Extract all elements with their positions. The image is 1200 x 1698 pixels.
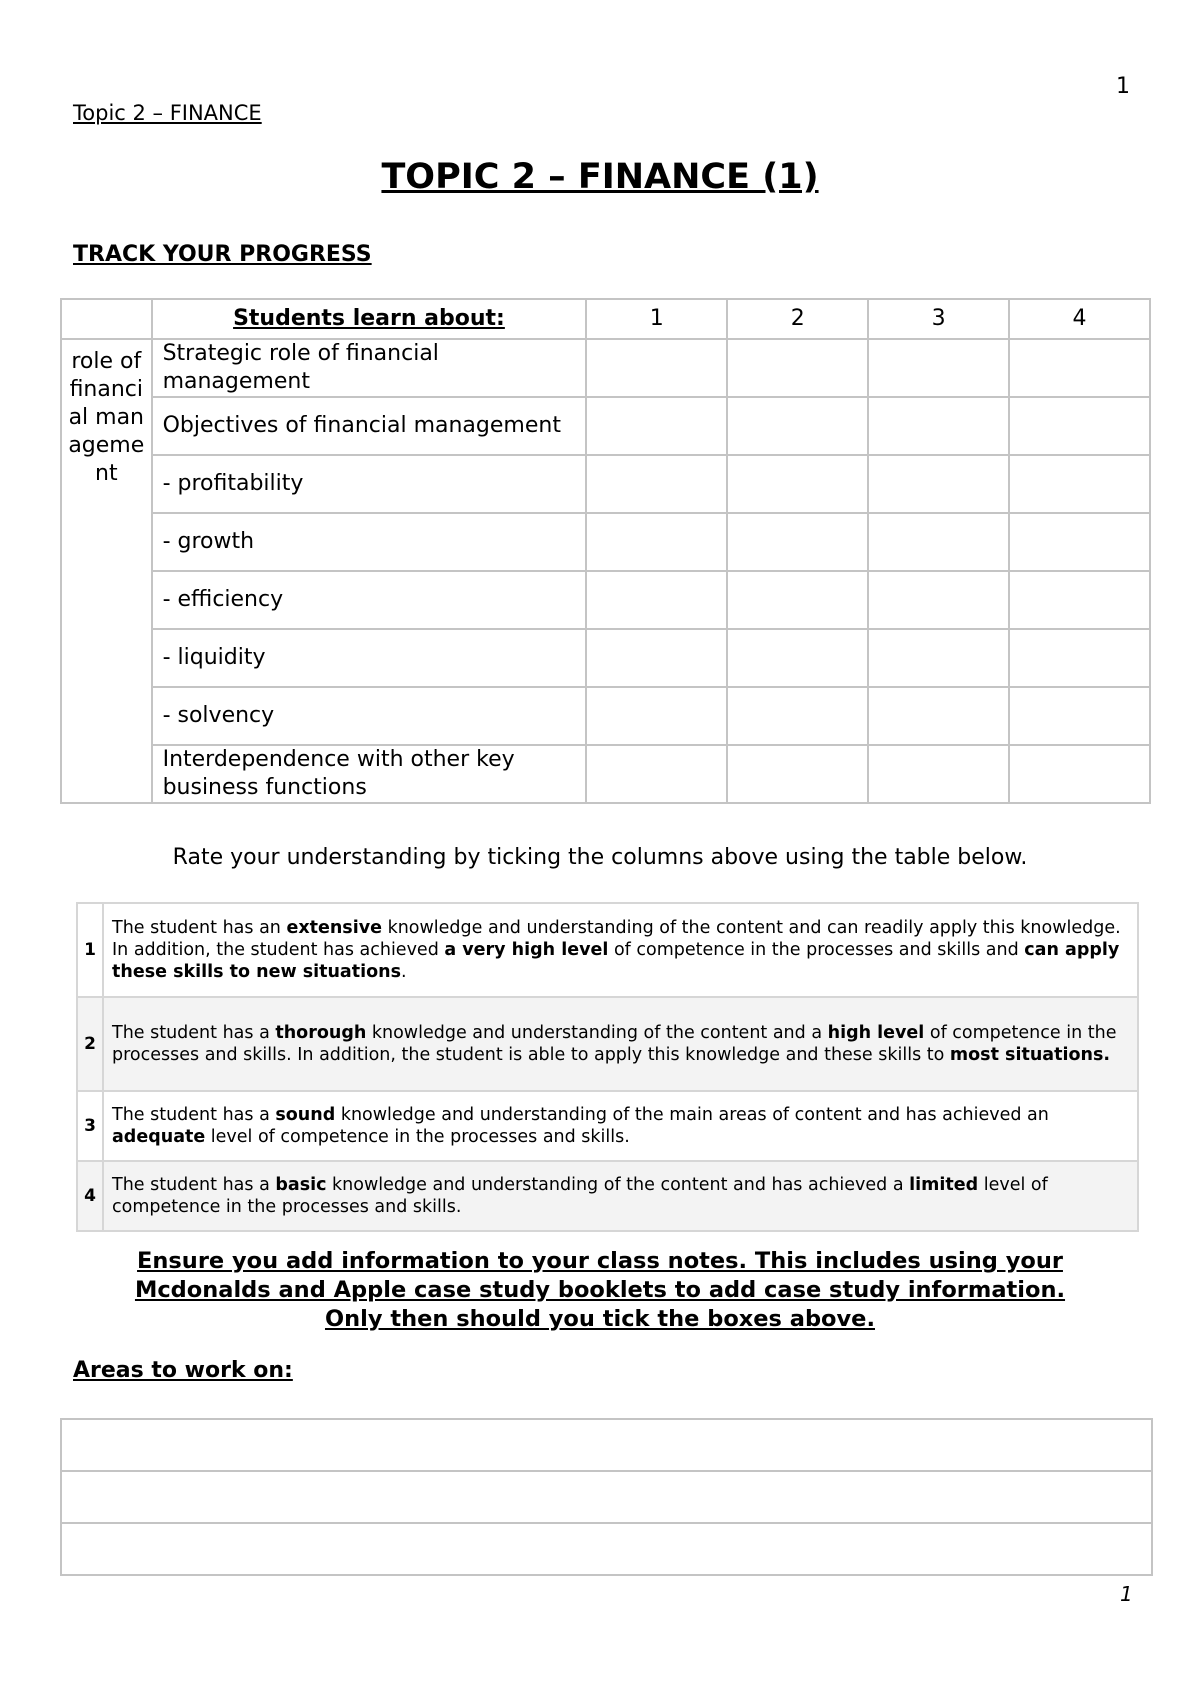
description-text: knowledge and understanding of the content and a — [366, 1023, 828, 1043]
tick-box-level-2[interactable] — [727, 629, 868, 687]
tick-box-level-3[interactable] — [868, 513, 1009, 571]
description-text: knowledge and understanding of the content and can readily apply this knowledge. In addition, the student has achieved — [112, 918, 1121, 960]
topic-cell: Interdependence with other key business functions — [152, 745, 587, 803]
rating-description — [103, 1091, 1138, 1161]
header-topics: Students learn about: — [152, 299, 587, 339]
areas-to-work-on-box — [60, 1418, 1153, 1576]
tick-box-level-4[interactable] — [1009, 687, 1150, 745]
emphasized-text: can apply these skills to new situations — [112, 940, 1120, 982]
description-text: The student has an — [112, 918, 287, 938]
description-text: knowledge and understanding of the content and has achieved a — [326, 1175, 910, 1195]
writing-line[interactable] — [60, 1522, 1153, 1576]
class-notes-reminder — [0, 1247, 1200, 1334]
description-text: of competence in the processes and skills. In addition, the student is able to apply this knowledge and these skills to — [112, 1023, 1117, 1065]
topic-cell: - growth — [152, 513, 587, 571]
emphasized-text: most situations. — [949, 1045, 1111, 1065]
header-blank-cell — [61, 299, 152, 339]
rating-description — [103, 997, 1138, 1091]
tick-box-level-1[interactable] — [586, 745, 727, 803]
topic-cell: - profitability — [152, 455, 587, 513]
reminder-line-1: Ensure you add information to your class notes. This includes using your — [137, 1248, 1063, 1274]
emphasized-text: a very high level — [444, 940, 609, 960]
description-text: . — [401, 962, 407, 982]
tick-box-level-3[interactable] — [868, 629, 1009, 687]
running-header: Topic 2 – FINANCE — [73, 101, 262, 125]
progress-table-header — [61, 299, 1150, 339]
tick-box-level-3[interactable] — [868, 339, 1009, 397]
tick-box-level-2[interactable] — [727, 745, 868, 803]
rating-description — [103, 903, 1138, 997]
tick-box-level-3[interactable] — [868, 745, 1009, 803]
header-level-4: 4 — [1009, 299, 1150, 339]
tick-box-level-2[interactable] — [727, 339, 868, 397]
page-title: TOPIC 2 – FINANCE (1) — [381, 157, 819, 197]
rating-scale-table — [76, 902, 1139, 1232]
description-text: The student has a — [112, 1023, 276, 1043]
rating-description — [103, 1161, 1138, 1231]
header-level-1: 1 — [586, 299, 727, 339]
emphasized-text: sound — [275, 1105, 336, 1125]
tick-box-level-2[interactable] — [727, 397, 868, 455]
description-text: level of competence in the processes and skills. — [205, 1127, 630, 1147]
topic-cell: Strategic role of financial management — [152, 339, 587, 397]
description-text: The student has a — [112, 1175, 276, 1195]
tick-box-level-2[interactable] — [727, 687, 868, 745]
tick-box-level-1[interactable] — [586, 455, 727, 513]
tick-box-level-1[interactable] — [586, 629, 727, 687]
emphasized-text: extensive — [286, 918, 382, 938]
tick-box-level-1[interactable] — [586, 687, 727, 745]
tick-box-level-1[interactable] — [586, 571, 727, 629]
topic-cell: - efficiency — [152, 571, 587, 629]
rating-row — [77, 1091, 1138, 1161]
rating-row — [77, 903, 1138, 997]
reminder-line-3: Only then should you tick the boxes above. — [324, 1306, 875, 1332]
progress-row — [61, 745, 1150, 803]
writing-line[interactable] — [60, 1418, 1153, 1470]
rating-row — [77, 1161, 1138, 1231]
progress-table — [60, 298, 1151, 804]
topic-cell: Objectives of financial management — [152, 397, 587, 455]
rating-row — [77, 997, 1138, 1091]
description-text: of competence in the processes and skills and — [608, 940, 1025, 960]
emphasized-text: limited — [909, 1175, 979, 1195]
emphasized-text: high level — [827, 1023, 925, 1043]
tick-box-level-4[interactable] — [1009, 513, 1150, 571]
track-progress-heading: TRACK YOUR PROGRESS — [73, 242, 372, 267]
emphasized-text: adequate — [112, 1127, 206, 1147]
description-text: The student has a — [112, 1105, 276, 1125]
rating-level: 3 — [77, 1091, 103, 1161]
progress-row — [61, 571, 1150, 629]
progress-row — [61, 687, 1150, 745]
emphasized-text: basic — [275, 1175, 327, 1195]
tick-box-level-4[interactable] — [1009, 629, 1150, 687]
tick-box-level-3[interactable] — [868, 397, 1009, 455]
topic-cell: - solvency — [152, 687, 587, 745]
tick-box-level-2[interactable] — [727, 513, 868, 571]
tick-box-level-3[interactable] — [868, 571, 1009, 629]
tick-box-level-2[interactable] — [727, 571, 868, 629]
emphasized-text: thorough — [275, 1023, 367, 1043]
writing-line[interactable] — [60, 1470, 1153, 1522]
progress-row — [61, 455, 1150, 513]
tick-box-level-4[interactable] — [1009, 339, 1150, 397]
tick-box-level-4[interactable] — [1009, 571, 1150, 629]
page-number-top: 1 — [1116, 74, 1130, 99]
rating-level: 1 — [77, 903, 103, 997]
rating-instruction: Rate your understanding by ticking the columns above using the table below. — [172, 845, 1028, 870]
progress-row — [61, 513, 1150, 571]
description-text: level of competence in the processes and skills. — [112, 1175, 1048, 1217]
rating-level: 2 — [77, 997, 103, 1091]
progress-row — [61, 397, 1150, 455]
header-level-2: 2 — [727, 299, 868, 339]
tick-box-level-3[interactable] — [868, 687, 1009, 745]
page-number-bottom: 1 — [1120, 1582, 1133, 1606]
rating-level: 4 — [77, 1161, 103, 1231]
areas-to-work-on-heading: Areas to work on: — [73, 1358, 293, 1383]
tick-box-level-1[interactable] — [586, 397, 727, 455]
header-level-3: 3 — [868, 299, 1009, 339]
topic-cell: - liquidity — [152, 629, 587, 687]
tick-box-level-4[interactable] — [1009, 455, 1150, 513]
reminder-line-2: Mcdonalds and Apple case study booklets to add case study information. — [134, 1277, 1066, 1303]
tick-box-level-3[interactable] — [868, 455, 1009, 513]
tick-box-level-4[interactable] — [1009, 745, 1150, 803]
tick-box-level-2[interactable] — [727, 455, 868, 513]
section-side-label: role of financial management — [61, 339, 152, 803]
tick-box-level-1[interactable] — [586, 339, 727, 397]
progress-row — [61, 339, 1150, 397]
progress-row — [61, 629, 1150, 687]
description-text: knowledge and understanding of the main areas of content and has achieved an — [335, 1105, 1049, 1125]
tick-box-level-1[interactable] — [586, 513, 727, 571]
tick-box-level-4[interactable] — [1009, 397, 1150, 455]
